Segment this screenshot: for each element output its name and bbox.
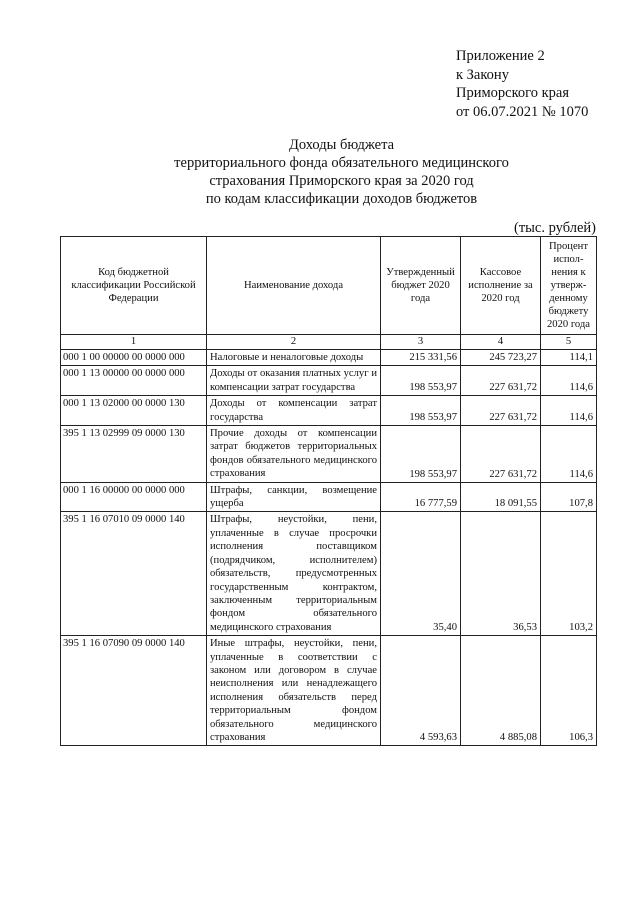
row-executed: 245 723,27 bbox=[461, 350, 541, 366]
row-name: Доходы от оказания платных услуг и компенсации затрат государства bbox=[207, 366, 381, 396]
row-percent: 114,6 bbox=[541, 396, 597, 426]
title-line: территориального фонда обязательного медицинского bbox=[174, 155, 509, 171]
annex-line: к Закону bbox=[456, 66, 509, 83]
row-approved: 4 593,63 bbox=[381, 636, 461, 746]
title-line: Доходы бюджета bbox=[288, 137, 395, 153]
row-code: 000 1 13 00000 00 0000 000 bbox=[61, 366, 207, 396]
table-row bbox=[61, 636, 597, 746]
document-title bbox=[0, 136, 640, 208]
annex-block bbox=[456, 47, 588, 121]
table-row bbox=[61, 396, 597, 426]
column-number: 1 bbox=[61, 335, 207, 350]
row-executed: 36,53 bbox=[461, 512, 541, 636]
column-number: 3 bbox=[381, 335, 461, 350]
row-code: 395 1 13 02999 09 0000 130 bbox=[61, 426, 207, 483]
row-percent: 114,6 bbox=[541, 366, 597, 396]
row-name: Прочие доходы от компенсации затрат бюджетов территориальных фондов обязательного медицинского страхования bbox=[207, 426, 381, 483]
row-percent: 114,6 bbox=[541, 426, 597, 483]
header-code: Код бюджетной классификации Российской Федерации bbox=[61, 237, 207, 335]
table-row bbox=[61, 426, 597, 483]
table-row bbox=[61, 366, 597, 396]
row-percent: 107,8 bbox=[541, 482, 597, 512]
row-name: Иные штрафы, неустойки, пени, уплаченные в соответствии с законом или договором в случае неисполнения или ненадлежащего исполнения обязательств перед территориальным фондом обязательного медицинского страхования bbox=[207, 636, 381, 746]
row-code: 000 1 13 02000 00 0000 130 bbox=[61, 396, 207, 426]
column-number: 4 bbox=[461, 335, 541, 350]
annex-line: Приложение 2 bbox=[456, 48, 545, 64]
row-executed: 18 091,55 bbox=[461, 482, 541, 512]
title-line: по кодам классификации доходов бюджетов bbox=[205, 191, 478, 207]
row-approved: 198 553,97 bbox=[381, 366, 461, 396]
row-approved: 16 777,59 bbox=[381, 482, 461, 512]
row-percent: 114,1 bbox=[541, 350, 597, 366]
row-code: 395 1 16 07010 09 0000 140 bbox=[61, 512, 207, 636]
column-number: 5 bbox=[541, 335, 597, 350]
table-row bbox=[61, 512, 597, 636]
row-approved: 198 553,97 bbox=[381, 426, 461, 483]
row-name: Налоговые и неналоговые доходы bbox=[207, 350, 381, 366]
header-row bbox=[61, 237, 597, 335]
annex-line: Приморского края bbox=[456, 85, 570, 101]
row-approved: 198 553,97 bbox=[381, 396, 461, 426]
row-code: 000 1 16 00000 00 0000 000 bbox=[61, 482, 207, 512]
row-code: 000 1 00 00000 00 0000 000 bbox=[61, 350, 207, 366]
row-code: 395 1 16 07090 09 0000 140 bbox=[61, 636, 207, 746]
row-approved: 215 331,56 bbox=[381, 350, 461, 366]
revenue-table bbox=[60, 236, 597, 746]
row-name: Штрафы, санкции, возмещение ущерба bbox=[207, 482, 381, 512]
header-name: Наименование дохода bbox=[207, 237, 381, 335]
row-executed: 4 885,08 bbox=[461, 636, 541, 746]
annex-line: от 06.07.2021 № 1070 bbox=[456, 103, 589, 120]
table-row bbox=[61, 350, 597, 366]
header-executed: Кассовое исполнение за 2020 год bbox=[461, 237, 541, 335]
units-label: (тыс. рублей) bbox=[514, 220, 596, 236]
table-row bbox=[61, 482, 597, 512]
header-percent: Процент испол-нения к утверж-денному бюджету 2020 года bbox=[541, 237, 597, 335]
row-executed: 227 631,72 bbox=[461, 396, 541, 426]
row-approved: 35,40 bbox=[381, 512, 461, 636]
column-number: 2 bbox=[207, 335, 381, 350]
column-number-row bbox=[61, 335, 597, 350]
header-approved: Утвержденный бюджет 2020 года bbox=[381, 237, 461, 335]
row-name: Штрафы, неустойки, пени, уплаченные в случае просрочки исполнения поставщиком (подрядчиком, исполнителем) обязательств, предусмотренных государственным контрактом, заключенным территориальным фондом обязательного медицинского страхования bbox=[207, 512, 381, 636]
row-percent: 103,2 bbox=[541, 512, 597, 636]
row-executed: 227 631,72 bbox=[461, 366, 541, 396]
row-executed: 227 631,72 bbox=[461, 426, 541, 483]
row-percent: 106,3 bbox=[541, 636, 597, 746]
title-line: страхования Приморского края за 2020 год bbox=[209, 173, 474, 189]
row-name: Доходы от компенсации затрат государства bbox=[207, 396, 381, 426]
